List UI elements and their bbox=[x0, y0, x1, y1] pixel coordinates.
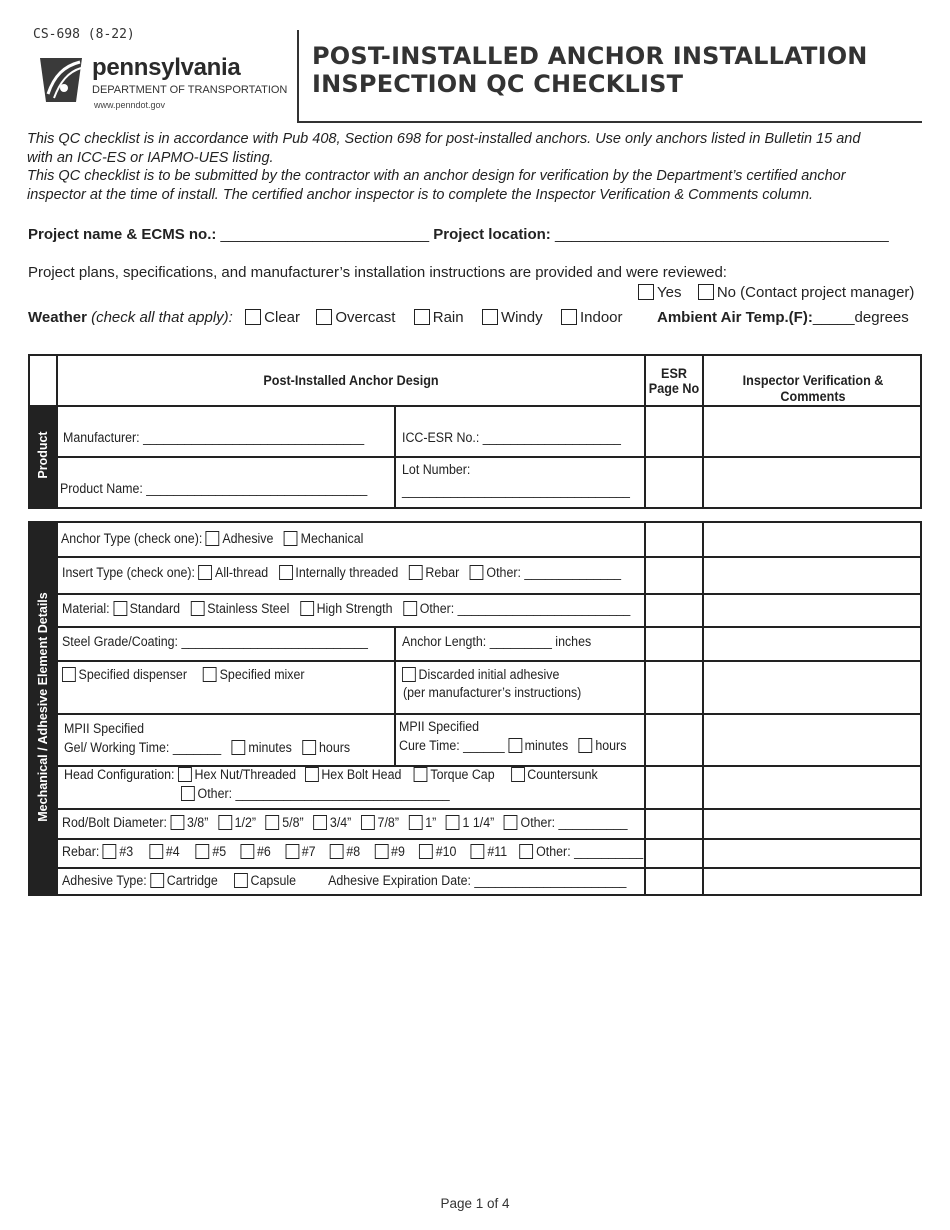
manufacturer-field[interactable]: Manufacturer: ________________________________ bbox=[63, 430, 365, 445]
details-row-divider-5 bbox=[56, 713, 922, 715]
rod-3-8-label: 3/8” bbox=[186, 815, 209, 830]
review-options bbox=[638, 284, 914, 301]
logo-department: DEPARTMENT OF TRANSPORTATION bbox=[92, 84, 288, 96]
cure-time-label: MPII Specified bbox=[399, 719, 480, 734]
rod-1-2-checkbox[interactable] bbox=[218, 815, 232, 830]
details-side-label: Mechanical / Adhesive Element Details bbox=[36, 592, 50, 822]
gel-minutes-label: minutes bbox=[248, 740, 292, 755]
rebar-7-checkbox[interactable] bbox=[285, 844, 299, 859]
material-standard-checkbox[interactable] bbox=[113, 601, 127, 616]
discarded-row bbox=[402, 667, 559, 682]
intro-line-3: This QC checklist is to be submitted by the contractor with an anchor design for verification by the Department’s certified anchor bbox=[27, 168, 846, 184]
lot-number-field[interactable]: _________________________________ bbox=[402, 483, 630, 498]
head-other-field[interactable]: Other: _______________________________ bbox=[197, 786, 450, 801]
anchor-adhesive-checkbox[interactable] bbox=[206, 531, 220, 546]
col-header-esr-line2: Page No bbox=[648, 380, 700, 396]
product-col-divider-3 bbox=[702, 354, 704, 509]
rod-7-8-checkbox[interactable] bbox=[361, 815, 375, 830]
weather-rain-checkbox[interactable] bbox=[414, 309, 430, 325]
insert-other-checkbox[interactable] bbox=[470, 565, 484, 580]
project-location-label: Project location: bbox=[433, 226, 551, 243]
title-line-2: INSPECTION QC CHECKLIST bbox=[312, 70, 684, 98]
discarded-checkbox[interactable] bbox=[402, 667, 416, 682]
temp-unit: degrees bbox=[854, 309, 909, 326]
rod-1-1-4-label: 1 1/4” bbox=[462, 815, 495, 830]
head-other-row bbox=[181, 786, 450, 801]
head-torquecap-label: Torque Cap bbox=[430, 767, 495, 782]
weather-label: Weather bbox=[28, 309, 87, 326]
logo-name: pennsylvania bbox=[92, 54, 241, 81]
yes-checkbox[interactable] bbox=[638, 284, 654, 300]
icc-esr-field[interactable]: ICC-ESR No.: ____________________ bbox=[402, 430, 621, 445]
material-other-checkbox[interactable] bbox=[403, 601, 417, 616]
keystone-logo-icon bbox=[36, 54, 86, 104]
details-col-divider-1 bbox=[394, 627, 396, 766]
head-hexbolt-label: Hex Bolt Head bbox=[321, 767, 402, 782]
rod-7-8-label: 7/8” bbox=[377, 815, 399, 830]
weather-row bbox=[28, 309, 623, 326]
col-header-esr bbox=[649, 366, 699, 396]
rod-5-8-checkbox[interactable] bbox=[266, 815, 280, 830]
rebar-4-label: #4 bbox=[165, 844, 180, 859]
material-highstrength-checkbox[interactable] bbox=[300, 601, 314, 616]
cure-hours-checkbox[interactable] bbox=[579, 738, 593, 753]
weather-indoor-label: Indoor bbox=[579, 309, 623, 326]
rod-1-1-4-checkbox[interactable] bbox=[446, 815, 460, 830]
details-row-divider-7 bbox=[56, 808, 922, 810]
cure-time-row bbox=[399, 738, 626, 753]
rebar-other-checkbox[interactable] bbox=[520, 844, 534, 859]
rod-3-4-label: 3/4” bbox=[329, 815, 352, 830]
insert-type-row bbox=[62, 565, 621, 580]
details-row-divider-2 bbox=[56, 593, 922, 595]
rebar-9-label: #9 bbox=[391, 844, 405, 859]
rod-diameter-label: Rod/Bolt Diameter: bbox=[62, 815, 167, 830]
material-standard-label: Standard bbox=[129, 601, 181, 616]
rod-1-2-label: 1/2” bbox=[234, 815, 257, 830]
weather-clear-label: Clear bbox=[264, 309, 301, 326]
review-text: Project plans, specifications, and manufacturer’s installation instructions are provided and were reviewed: bbox=[28, 264, 727, 281]
product-row-divider-1 bbox=[28, 405, 922, 407]
adhesive-capsule-checkbox[interactable] bbox=[234, 873, 248, 888]
temp-label: Ambient Air Temp.(F): bbox=[657, 309, 813, 326]
weather-indoor-checkbox[interactable] bbox=[561, 309, 577, 325]
form-number: CS-698 (8-22) bbox=[33, 27, 135, 42]
head-config-label: Head Configuration: bbox=[64, 767, 175, 782]
product-row-divider-2 bbox=[56, 456, 922, 458]
project-name-field[interactable] bbox=[28, 226, 889, 243]
product-name-field[interactable]: Product Name: ________________________________ bbox=[60, 481, 368, 496]
penndot-logo bbox=[36, 52, 286, 112]
product-side-label: Product bbox=[36, 431, 50, 479]
gel-time-label: MPII Specified bbox=[64, 721, 145, 736]
weather-overcast-label: Overcast bbox=[335, 309, 396, 326]
rebar-4-checkbox[interactable] bbox=[149, 844, 163, 859]
weather-clear-checkbox[interactable] bbox=[245, 309, 261, 325]
project-location-blank[interactable]: ________________________________________ bbox=[554, 226, 889, 243]
title-line-1: POST-INSTALLED ANCHOR INSTALLATION bbox=[312, 42, 868, 70]
insert-type-label: Insert Type (check one): bbox=[62, 565, 196, 580]
discarded-note: (per manufacturer’s instructions) bbox=[403, 685, 582, 700]
rebar-10-label: #10 bbox=[435, 844, 457, 859]
rebar-11-checkbox[interactable] bbox=[471, 844, 485, 859]
rod-1-checkbox[interactable] bbox=[409, 815, 423, 830]
rebar-10-checkbox[interactable] bbox=[419, 844, 433, 859]
mixer-checkbox[interactable] bbox=[203, 667, 217, 682]
adhesive-cartridge-label: Cartridge bbox=[166, 873, 218, 888]
rebar-row bbox=[62, 844, 643, 859]
rebar-7-label: #7 bbox=[301, 844, 316, 859]
material-label: Material: bbox=[62, 601, 110, 616]
yes-label: Yes bbox=[657, 284, 682, 301]
header-divider bbox=[297, 30, 299, 122]
material-other-label[interactable]: Other: _________________________ bbox=[419, 601, 631, 616]
details-row-divider-4 bbox=[56, 660, 922, 662]
head-countersunk-label: Countersunk bbox=[527, 767, 598, 782]
rod-other-field[interactable]: Other: __________ bbox=[520, 815, 628, 830]
intro-line-4: inspector at the time of install. The certified anchor inspector is to complete the Inspector Verification & Comments column. bbox=[27, 187, 814, 203]
material-highstrength-label: High Strength bbox=[316, 601, 393, 616]
cure-hours-label: hours bbox=[595, 738, 627, 753]
cure-minutes-checkbox[interactable] bbox=[508, 738, 522, 753]
page-title bbox=[312, 42, 868, 98]
cure-minutes-label: minutes bbox=[524, 738, 569, 753]
anchor-mechanical-checkbox[interactable] bbox=[284, 531, 298, 546]
cure-time-field[interactable]: Cure Time: ______ bbox=[399, 738, 505, 753]
rebar-3-checkbox[interactable] bbox=[103, 844, 117, 859]
insert-rebar-label: Rebar bbox=[425, 565, 460, 580]
rod-3-8-checkbox[interactable] bbox=[170, 815, 184, 830]
project-name-blank[interactable]: _________________________ bbox=[220, 226, 430, 243]
rebar-8-checkbox[interactable] bbox=[330, 844, 344, 859]
rod-diameter-row bbox=[62, 815, 628, 830]
intro-line-2: with an ICC-ES or IAPMO-UES listing. bbox=[27, 150, 274, 166]
head-hexbolt-checkbox[interactable] bbox=[305, 767, 319, 782]
head-countersunk-checkbox[interactable] bbox=[511, 767, 525, 782]
details-row-divider-1 bbox=[56, 556, 922, 558]
adhesive-expiration-field[interactable]: Adhesive Expiration Date: ______________________ bbox=[328, 873, 627, 888]
anchor-length-field[interactable]: Anchor Length: _________ inches bbox=[402, 634, 592, 649]
discarded-label: Discarded initial adhesive bbox=[418, 667, 560, 682]
rod-other-checkbox[interactable] bbox=[504, 815, 518, 830]
head-hexnut-label: Hex Nut/Threaded bbox=[194, 767, 296, 782]
col-header-esr-line1: ESR bbox=[661, 365, 687, 381]
head-other-checkbox[interactable] bbox=[181, 786, 195, 801]
weather-windy-label: Windy bbox=[500, 309, 543, 326]
rebar-5-label: #5 bbox=[212, 844, 227, 859]
product-col-divider-2 bbox=[644, 354, 646, 509]
steel-grade-field[interactable]: Steel Grade/Coating: ___________________________ bbox=[62, 634, 368, 649]
col-header-inspector: Inspector Verification & Comments bbox=[742, 372, 884, 404]
insert-allthread-checkbox[interactable] bbox=[198, 565, 212, 580]
rebar-label: Rebar: bbox=[62, 844, 100, 859]
insert-internal-checkbox[interactable] bbox=[279, 565, 293, 580]
rebar-6-checkbox[interactable] bbox=[240, 844, 254, 859]
rebar-9-checkbox[interactable] bbox=[374, 844, 388, 859]
insert-internal-label: Internally threaded bbox=[295, 565, 399, 580]
anchor-mechanical-label: Mechanical bbox=[300, 531, 364, 546]
details-row-divider-8 bbox=[56, 838, 922, 840]
weather-hint: (check all that apply): bbox=[91, 309, 233, 326]
details-row-divider-3 bbox=[56, 626, 922, 628]
anchor-type-label: Anchor Type (check one): bbox=[61, 531, 203, 546]
head-hexnut-checkbox[interactable] bbox=[178, 767, 192, 782]
anchor-adhesive-label: Adhesive bbox=[222, 531, 274, 546]
rebar-3-label: #3 bbox=[119, 844, 134, 859]
insert-allthread-label: All-thread bbox=[215, 565, 269, 580]
header-rule bbox=[297, 121, 922, 123]
no-label: No (Contact project manager) bbox=[716, 284, 915, 301]
rebar-8-label: #8 bbox=[346, 844, 361, 859]
gel-minutes-checkbox[interactable] bbox=[232, 740, 246, 755]
dispenser-label: Specified dispenser bbox=[78, 667, 187, 682]
head-config-row bbox=[64, 767, 598, 782]
dispenser-checkbox[interactable] bbox=[62, 667, 76, 682]
rebar-11-label: #11 bbox=[487, 844, 508, 859]
intro-line-1: This QC checklist is in accordance with Pub 408, Section 698 for post-installed anchors. Use only anchors listed in Bulletin 15 and bbox=[27, 131, 861, 147]
rebar-5-checkbox[interactable] bbox=[196, 844, 210, 859]
adhesive-type-label: Adhesive Type: bbox=[62, 873, 147, 888]
rod-5-8-label: 5/8” bbox=[282, 815, 304, 830]
gel-time-field[interactable]: Gel/ Working Time: _______ bbox=[64, 740, 222, 755]
insert-rebar-checkbox[interactable] bbox=[409, 565, 423, 580]
rebar-other-field[interactable]: Other: __________ bbox=[536, 844, 644, 859]
head-torquecap-checkbox[interactable] bbox=[414, 767, 428, 782]
adhesive-cartridge-checkbox[interactable] bbox=[150, 873, 164, 888]
lot-number-label: Lot Number: bbox=[402, 462, 471, 477]
details-row-divider-9 bbox=[56, 867, 922, 869]
weather-windy-checkbox[interactable] bbox=[482, 309, 498, 325]
weather-overcast-checkbox[interactable] bbox=[316, 309, 332, 325]
logo-url: www.penndot.gov bbox=[94, 100, 166, 110]
no-checkbox[interactable] bbox=[698, 284, 714, 300]
page-number: Page 1 of 4 bbox=[440, 1196, 510, 1211]
gel-hours-checkbox[interactable] bbox=[302, 740, 316, 755]
temp-blank[interactable]: _____ bbox=[812, 309, 855, 326]
rod-3-4-checkbox[interactable] bbox=[313, 815, 327, 830]
product-col-divider-0 bbox=[56, 354, 58, 509]
gel-time-row bbox=[64, 740, 350, 755]
material-stainless-label: Stainless Steel bbox=[207, 601, 290, 616]
dispenser-mixer-row bbox=[62, 667, 305, 682]
material-stainless-checkbox[interactable] bbox=[191, 601, 205, 616]
anchor-type-row bbox=[61, 531, 363, 546]
adhesive-type-row bbox=[62, 873, 626, 888]
adhesive-capsule-label: Capsule bbox=[250, 873, 297, 888]
rebar-6-label: #6 bbox=[257, 844, 271, 859]
weather-rain-label: Rain bbox=[432, 309, 464, 326]
temp-field[interactable] bbox=[657, 309, 909, 326]
rod-1-label: 1” bbox=[425, 815, 437, 830]
insert-other-label[interactable]: Other: ______________ bbox=[486, 565, 622, 580]
project-name-label: Project name & ECMS no.: bbox=[28, 226, 217, 243]
mixer-label: Specified mixer bbox=[219, 667, 305, 682]
col-header-design: Post-Installed Anchor Design bbox=[263, 372, 439, 388]
material-row bbox=[62, 601, 630, 616]
gel-hours-label: hours bbox=[319, 740, 351, 755]
